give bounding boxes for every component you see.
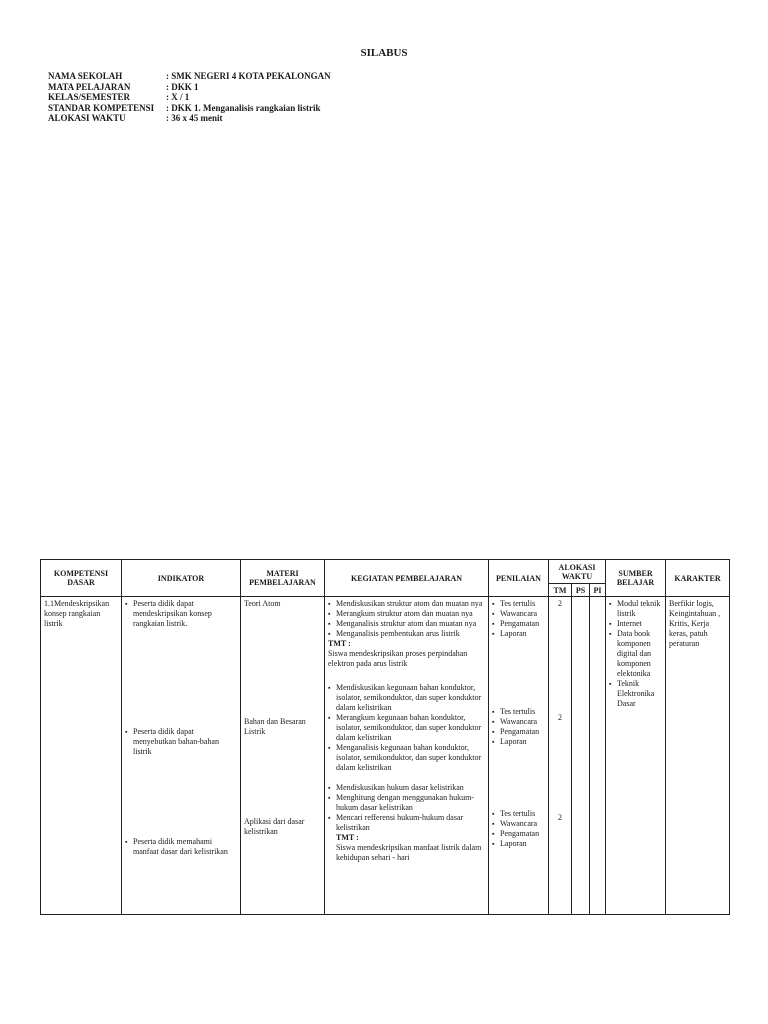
meta-row (48, 103, 331, 114)
ps-cell (572, 597, 590, 915)
header-indikator: INDIKATOR (122, 560, 241, 597)
penilaian-item: ▪ Pengamatan (500, 829, 545, 839)
tm-value: 2 (558, 813, 562, 822)
header-karakter: KARAKTER (666, 560, 730, 597)
tm-value: 2 (558, 599, 562, 608)
indikator-item: ▪ Peserta didik dapat mendeskripsikan konsep rangkaian listrik. (133, 599, 237, 629)
meta-row (48, 92, 331, 103)
kegiatan-item: ▪ Menganalisis struktur atom dan muatan nya (336, 619, 485, 629)
meta-row (48, 113, 331, 124)
tm-cell (549, 597, 572, 915)
table-row (41, 597, 730, 915)
kegiatan-item: ▪ Mendiskusikan struktur atom dan muatan nya (336, 599, 485, 609)
tmt-label: TMT : (328, 639, 351, 648)
header-materi: MATERI PEMBELAJARAN (241, 560, 325, 597)
kegiatan-item: ▪ Menghitung dengan menggunakan hukum-hukum dasar kelistrikan (336, 793, 485, 813)
header-kompetensi: KOMPETENSI DASAR (41, 560, 122, 597)
kompetensi-cell: 1.1Mendeskripsikan konsep rangkaian listrik (41, 597, 122, 915)
materi-item: Teori Atom (244, 599, 281, 608)
penilaian-cell (489, 597, 549, 915)
document-title: SILABUS (360, 47, 408, 59)
materi-item: Aplikasi dari dasar kelistrikan (244, 817, 305, 836)
meta-value: : SMK NEGERI 4 KOTA PEKALONGAN (166, 71, 331, 81)
kegiatan-item: ▪ Merangkum kegunaan bahan konduktor, isolator, semikonduktor, dan super konduktor dalam kelistrikan (336, 713, 485, 743)
penilaian-item: ▪ Tes tertulis (500, 707, 545, 717)
header-ps: PS (572, 584, 590, 597)
penilaian-item: ▪ Wawancara (500, 609, 545, 619)
kegiatan-item: ▪ Menganalisis pembentukan arus listrik (336, 629, 485, 639)
meta-key: NAMA SEKOLAH (48, 71, 123, 81)
header-sumber: SUMBER BELAJAR (606, 560, 666, 597)
meta-value: : DKK 1 (166, 81, 199, 92)
header-alokasi: ALOKASI WAKTU (549, 560, 606, 584)
penilaian-item: ▪ Tes tertulis (500, 809, 545, 819)
indikator-item: ▪ Peserta didik dapat menyebutkan bahan-bahan listrik (133, 727, 237, 757)
indikator-cell (122, 597, 241, 915)
meta-row (48, 82, 331, 93)
penilaian-item: ▪ Tes tertulis (500, 599, 545, 609)
header-kegiatan: KEGIATAN PEMBELAJARAN (325, 560, 489, 597)
header-tm: TM (549, 584, 572, 597)
materi-item: Bahan dan Besaran Listrik (244, 717, 306, 736)
meta-key: KELAS/SEMESTER (48, 92, 131, 102)
tmt-text: Siswa mendeskripsikan manfaat listrik dalam kehidupan sehari - hari (336, 843, 482, 862)
kegiatan-item: ▪ Menganalisis kegunaan bahan konduktor, isolator, semikonduktor, dan super konduktor dalam kelistrikan (336, 743, 485, 773)
tmt-text: Siswa mendeskripsikan proses perpindahan elektron pada arus listrik (328, 649, 468, 668)
indikator-item: ▪ Peserta didik memahami manfaat dasar dari kelistrikan (133, 837, 237, 857)
sumber-item: ▪ Modul teknik listrik (617, 599, 662, 619)
sumber-item: ▪ Internet (617, 619, 662, 629)
penilaian-item: ▪ Laporan (500, 839, 545, 849)
kegiatan-item: ▪ Merangkum struktur atom dan muatan nya (336, 609, 485, 619)
meta-value: : X / 1 (166, 92, 190, 102)
penilaian-item: ▪ Pengamatan (500, 619, 545, 629)
kegiatan-item: ▪ Mencari refferensi hukum-hukum dasar kelistrikan (336, 813, 485, 833)
tmt-label: TMT : (336, 833, 359, 842)
kegiatan-item: ▪ Mendiskusikan hukum dasar kelistrikan (336, 783, 485, 793)
sumber-cell (606, 597, 666, 915)
penilaian-item: ▪ Laporan (500, 629, 545, 639)
meta-value: : 36 x 45 menit (166, 113, 223, 123)
kegiatan-item: ▪ Mendiskusikan kegunaan bahan konduktor, isolator, semikonduktor, dan super konduktor dalam kelistrikan (336, 683, 485, 713)
penilaian-item: ▪ Laporan (500, 737, 545, 747)
penilaian-item: ▪ Wawancara (500, 819, 545, 829)
meta-row (48, 71, 331, 82)
sumber-item: ▪ Data book komponen digital dan komponen elektonika (617, 629, 662, 679)
meta-key: ALOKASI WAKTU (48, 113, 126, 123)
document-meta (48, 71, 331, 124)
meta-key: MATA PELAJARAN (48, 81, 131, 92)
materi-cell (241, 597, 325, 915)
header-pi: PI (590, 584, 606, 597)
tm-value: 2 (558, 713, 562, 722)
sumber-item: ▪ Teknik Elektronika Dasar (617, 679, 662, 709)
meta-value: : DKK 1. Menganalisis rangkaian listrik (166, 102, 321, 113)
syllabus-table (40, 559, 730, 915)
kegiatan-cell (325, 597, 489, 915)
penilaian-item: ▪ Pengamatan (500, 727, 545, 737)
pi-cell (590, 597, 606, 915)
penilaian-item: ▪ Wawancara (500, 717, 545, 727)
karakter-cell: Berfikir logis, Keingintahuan , Kritis, Kerja keras, patuh peraturan (666, 597, 730, 915)
meta-key: STANDAR KOMPETENSI (48, 102, 155, 113)
header-penilaian: PENILAIAN (489, 560, 549, 597)
